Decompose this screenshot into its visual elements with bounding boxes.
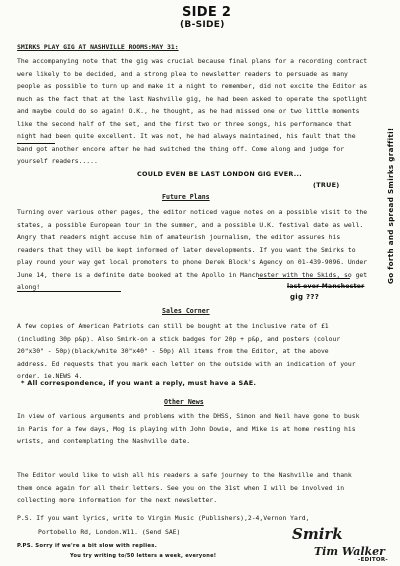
gig-heading: SMIRKS PLAY GIG AT NASHVILLE ROOMS:MAY 31: xyxy=(17,43,179,51)
other-news-paragraph: In view of various arguments and problems with the DHSS, Simon and Neil have gone to busk in Paris for a few days, Mog is playing with John Dowie, and Mike is at home resting his wrists, and contemplating the Nashville date. xyxy=(17,412,364,445)
closing-paragraph: The Editor would like to wish all his readers a safe journey to the Nashville and thank them once again for all their letters. See you on the 31st when I will be involved in collecting more information for the next newsletter. xyxy=(17,471,356,504)
strikethrough-mark xyxy=(17,143,55,144)
sales-corner-paragraph: A few copies of American Patriots can still be bought at the inclusive rate of £1 (including 30p p&p). Also Smirk-on a stick badges for 20p + p&p, and posters (colour 20"x30" - 50p)(black/white 30"x40" - 50p) All items from the Editor, at the above address. Ed requests that you mark each letter on the outside with an indication of your order. ie.NEWS 4. xyxy=(17,322,360,380)
handwritten-gig-question: gig ??? xyxy=(290,293,320,301)
other-news-heading: Other News xyxy=(164,398,204,406)
handwritten-pps-2: You try writing to/50 letters a week, everyone! xyxy=(70,553,217,559)
signature-smirk: Smirk xyxy=(292,525,343,543)
signature-tim-walker: Tim Walker xyxy=(314,545,385,558)
ps-line-1: P.S. If you want lyrics, write to Virgin Music (Publishers),2-4,Vernon Yard, xyxy=(17,514,310,522)
future-plans-paragraph: Turning over various other pages, the editor noticed vague notes on a possible visit to the states, a possible European tour in the summer, and a possible U.K. festival date as well. Angry that readers might accuse him of amateurish journalism, the editor assures his readers that they will be kept informed of later developments. If you want the Smirks to play round your way get local promoters to phone Derek Block's Agency on 01-439-9096. Under June 14, there is a definite date booked at the Apollo in Manchester with the Skids, so get along! xyxy=(17,208,371,291)
handwritten-pps: P.PS. Sorry if we're a bit slow with replies. xyxy=(17,543,158,549)
b-side-label: (B-SIDE) xyxy=(180,20,225,30)
side-label: SIDE 2 xyxy=(182,5,232,20)
gig-paragraph: The accompanying note that the gig was crucial because final plans for a recording contract were likely to be decided, and a strong plea to newsletter readers to persuade as many people as possible to turn up and make it a night to remember, did not excite the Editor as much as the fact that at the last Nashville gig, he had been asked to operate the spotlight and maybe could do so again! O.K., he thought, as he had missed one or two little moments like the second half of the set, and the first two or three songs, his performance that night had been quite excellent. It was not, he had always maintained, his fault that the band got another encore after he had switched the thing off. Come along and judge for yourself readers..... xyxy=(17,57,371,165)
signature-editor-role: -EDITOR- xyxy=(358,557,388,563)
sales-corner-heading: Sales Corner xyxy=(162,307,210,315)
handwritten-graffiti-vertical: Go forth and spread Smirks graffiti! xyxy=(386,127,395,284)
future-plans-heading: Future Plans xyxy=(162,193,210,201)
handwritten-london-gig: COULD EVEN BE LAST LONDON GIG EVER... xyxy=(137,170,302,178)
handwritten-true: (TRUE) xyxy=(313,181,340,189)
ps-line-2: Portobello Rd, London.W11. (Send SAE) xyxy=(38,528,181,536)
handwritten-last-ever: last ever Manchester xyxy=(287,283,365,290)
handwritten-correspondence: * All correspondence, if you want a reply, must have a SAE. xyxy=(21,379,257,387)
strikethrough-date xyxy=(258,278,350,279)
underline-apollo xyxy=(17,290,121,292)
